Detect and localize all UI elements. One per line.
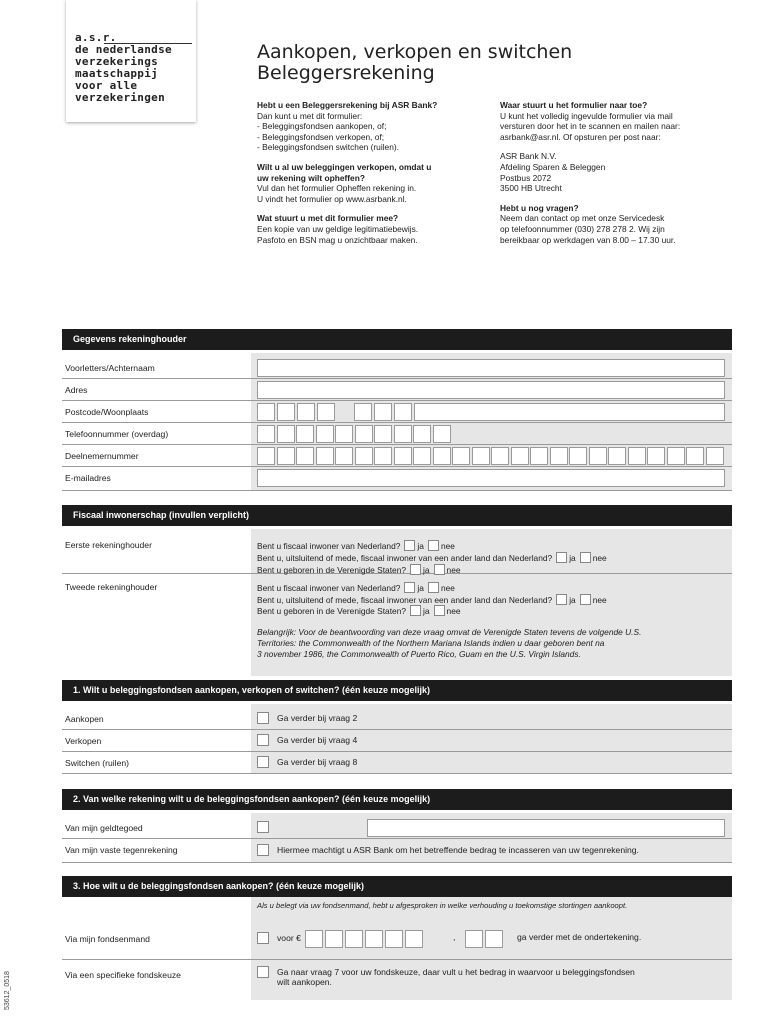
option-text-continued: wilt aankopen. bbox=[277, 977, 332, 987]
postcode-digit[interactable] bbox=[297, 403, 315, 421]
option-balance[interactable] bbox=[257, 821, 277, 833]
phone-digit[interactable] bbox=[335, 425, 353, 443]
checkbox[interactable] bbox=[257, 712, 269, 724]
intro-text: - Beleggingsfondsen verkopen, of; bbox=[257, 131, 385, 142]
field-label: E-mailadres bbox=[65, 473, 111, 483]
option-text: Ga verder bij vraag 4 bbox=[277, 735, 358, 745]
address-line: ASR Bank N.V. bbox=[500, 151, 557, 162]
checkbox-no[interactable] bbox=[434, 564, 445, 575]
address-field[interactable] bbox=[257, 381, 725, 399]
option-label: Van mijn vaste tegenrekening bbox=[65, 845, 178, 855]
checkbox-no[interactable] bbox=[580, 594, 591, 605]
option-label: Aankopen bbox=[65, 714, 104, 724]
participant-digit[interactable] bbox=[394, 447, 412, 465]
q1-row-sell bbox=[62, 730, 732, 752]
checkbox[interactable] bbox=[257, 821, 269, 833]
participant-digit[interactable] bbox=[589, 447, 607, 465]
address-line: 3500 HB Utrecht bbox=[500, 183, 562, 194]
intro-heading: Hebt u een Beleggersrekening bij ASR Bank? bbox=[257, 100, 438, 110]
yes-label: ja bbox=[417, 541, 424, 551]
house-number-field[interactable] bbox=[394, 403, 412, 421]
section-header-q2: 2. Van welke rekening wilt u de beleggingsfondsen aankopen? (één keuze mogelijk) bbox=[62, 789, 732, 810]
checkbox[interactable] bbox=[257, 734, 269, 746]
intro-left bbox=[257, 100, 492, 245]
checkbox-no[interactable] bbox=[580, 552, 591, 563]
participant-digit[interactable] bbox=[413, 447, 431, 465]
intro-text: Vul dan het formulier Opheffen rekening in. bbox=[257, 183, 417, 194]
intro-text: op telefoonnummer (030) 278 278 2. Wij zijn bbox=[500, 223, 665, 234]
q3-row-specific bbox=[62, 960, 732, 1000]
logo-line: verzekerings bbox=[75, 55, 159, 68]
logo-line: de nederlandse bbox=[75, 43, 172, 56]
participant-digit[interactable] bbox=[433, 447, 451, 465]
intro-right bbox=[500, 100, 740, 245]
no-label: nee bbox=[440, 541, 455, 551]
q2-row-balance bbox=[62, 817, 732, 839]
amount-digit[interactable] bbox=[345, 930, 363, 948]
intro-text: U kunt het volledig ingevulde formulier via mail bbox=[500, 110, 673, 121]
option-switch[interactable] bbox=[257, 756, 357, 768]
checkbox-yes[interactable] bbox=[404, 540, 415, 551]
checkbox-yes[interactable] bbox=[404, 582, 415, 593]
tax-question-nl bbox=[257, 582, 455, 594]
section-header-q3: 3. Hoe wilt u de beleggingsfondsen aankopen? (één keuze mogelijk) bbox=[62, 876, 732, 897]
amount-digit[interactable] bbox=[465, 930, 483, 948]
city-field[interactable] bbox=[414, 403, 725, 421]
intro-text: Pasfoto en BSN mag u onzichtbaar maken. bbox=[257, 234, 418, 245]
participant-digit[interactable] bbox=[374, 447, 392, 465]
amount-digit[interactable] bbox=[485, 930, 503, 948]
amount-digit[interactable] bbox=[325, 930, 343, 948]
participant-digit[interactable] bbox=[491, 447, 509, 465]
no-label: nee bbox=[446, 606, 461, 616]
balance-field[interactable] bbox=[367, 819, 725, 837]
option-label: Switchen (ruilen) bbox=[65, 758, 129, 768]
intro-text: Neem dan contact op met onze Servicedesk bbox=[500, 213, 665, 224]
postcode-letter[interactable] bbox=[374, 403, 392, 421]
checkbox-yes[interactable] bbox=[410, 564, 421, 575]
intro-text: asrbank@asr.nl. Of opsturen per post naar: bbox=[500, 131, 661, 142]
intro-text: - Beleggingsfondsen aankopen, of; bbox=[257, 121, 387, 132]
no-label: nee bbox=[446, 565, 461, 575]
phone-digit[interactable] bbox=[296, 425, 314, 443]
note-line: Territories: the Commonwealth of the Northern Mariana Islands indien u daar geboren bent na bbox=[257, 638, 605, 648]
yes-label: ja bbox=[569, 553, 576, 563]
intro-text: bereikbaar op werkdagen van 8.00 – 17.30 uur. bbox=[500, 234, 676, 245]
option-label: Via mijn fondsenmand bbox=[65, 934, 150, 944]
option-text: Ga verder bij vraag 2 bbox=[277, 713, 358, 723]
participant-digit[interactable] bbox=[647, 447, 665, 465]
participant-digit[interactable] bbox=[686, 447, 704, 465]
note-line: 3 november 1986, the Commonwealth of Puerto Rico, Guam en the U.S. Virgin Islands. bbox=[257, 649, 581, 659]
question-text: Bent u, uitsluitend of mede, fiscaal inwoner van een ander land dan Nederland? bbox=[257, 553, 553, 563]
form-row-email bbox=[62, 467, 732, 491]
intro-text: U vindt het formulier op www.asrbank.nl. bbox=[257, 193, 407, 204]
phone-digit[interactable] bbox=[316, 425, 334, 443]
no-label: nee bbox=[440, 583, 455, 593]
q3-row-basket bbox=[62, 920, 732, 960]
intro-text: Dan kunt u met dit formulier: bbox=[257, 110, 363, 121]
field-label: Adres bbox=[65, 385, 88, 395]
checkbox-yes[interactable] bbox=[556, 594, 567, 605]
phone-digit[interactable] bbox=[413, 425, 431, 443]
form-row-postcode bbox=[62, 401, 732, 423]
logo-line: maatschappij bbox=[75, 67, 159, 80]
option-text: Ga verder bij vraag 8 bbox=[277, 757, 358, 767]
decimal-comma: , bbox=[453, 932, 456, 942]
yes-label: ja bbox=[569, 595, 576, 605]
yes-label: ja bbox=[417, 583, 424, 593]
section-header-q1: 1. Wilt u beleggingsfondsen aankopen, verkopen of switchen? (één keuze mogelijk) bbox=[62, 680, 732, 701]
phone-digit[interactable] bbox=[277, 425, 295, 443]
field-label: Deelnemernummer bbox=[65, 451, 139, 461]
checkbox[interactable] bbox=[257, 844, 269, 856]
option-buy[interactable] bbox=[257, 712, 357, 724]
logo-rule bbox=[104, 43, 192, 44]
question-text: Bent u fiscaal inwoner van Nederland? bbox=[257, 583, 401, 593]
form-row-name bbox=[62, 357, 732, 379]
title-line-1: Aankopen, verkopen en switchen bbox=[257, 41, 573, 63]
postcode-digit[interactable] bbox=[277, 403, 295, 421]
participant-digit[interactable] bbox=[296, 447, 314, 465]
phone-digit[interactable] bbox=[394, 425, 412, 443]
form-code: 53612_0518 bbox=[4, 971, 11, 1010]
checkbox[interactable] bbox=[257, 756, 269, 768]
intro-heading: Waar stuurt u het formulier naar toe? bbox=[500, 100, 648, 110]
postcode-digit[interactable] bbox=[257, 403, 275, 421]
asr-logo bbox=[66, 0, 196, 122]
participant-digit[interactable] bbox=[511, 447, 529, 465]
address-line: Afdeling Sparen & Beleggen bbox=[500, 161, 606, 172]
holder-label: Tweede rekeninghouder bbox=[65, 582, 158, 592]
amount-prefix: voor € bbox=[277, 933, 301, 943]
amount-digit[interactable] bbox=[365, 930, 383, 948]
amount-digit[interactable] bbox=[385, 930, 403, 948]
amount-digit[interactable] bbox=[305, 930, 323, 948]
section-header-account: Gegevens rekeninghouder bbox=[62, 329, 732, 350]
yes-label: ja bbox=[423, 606, 430, 616]
logo-line: voor alle bbox=[75, 79, 138, 92]
intro-heading: uw rekening wilt opheffen? bbox=[257, 172, 365, 183]
participant-digit[interactable] bbox=[667, 447, 685, 465]
intro-heading: Hebt u nog vragen? bbox=[500, 202, 579, 213]
email-field[interactable] bbox=[257, 469, 725, 487]
checkbox-no[interactable] bbox=[428, 582, 439, 593]
checkbox-no[interactable] bbox=[434, 605, 445, 616]
participant-digit[interactable] bbox=[628, 447, 646, 465]
basket-continue-text: ga verder met de ondertekening. bbox=[517, 932, 642, 942]
yes-label: ja bbox=[423, 565, 430, 575]
question-text: Bent u geboren in de Verenigde Staten? bbox=[257, 606, 407, 616]
participant-digit[interactable] bbox=[316, 447, 334, 465]
amount-digit[interactable] bbox=[405, 930, 423, 948]
participant-digit[interactable] bbox=[355, 447, 373, 465]
option-text: Ga naar vraag 7 voor uw fondskeuze, daar vult u het bedrag in waarvoor u beleggingsfondsen bbox=[277, 967, 635, 977]
participant-digit[interactable] bbox=[569, 447, 587, 465]
address-line: Postbus 2072 bbox=[500, 172, 552, 183]
question-text: Bent u fiscaal inwoner van Nederland? bbox=[257, 541, 401, 551]
participant-digit[interactable] bbox=[472, 447, 490, 465]
q1-row-switch bbox=[62, 752, 732, 774]
tax-question-other bbox=[257, 552, 607, 564]
participant-digit[interactable] bbox=[257, 447, 275, 465]
form-row-phone bbox=[62, 423, 732, 445]
checkbox-no[interactable] bbox=[428, 540, 439, 551]
tax-question-other bbox=[257, 594, 607, 606]
field-label: Postcode/Woonplaats bbox=[65, 407, 149, 417]
intro-text: - Beleggingsfondsen switchen (ruilen). bbox=[257, 142, 399, 153]
option-text: Hiermee machtigt u ASR Bank om het betreffende bedrag te incasseren van uw tegenrekening. bbox=[277, 845, 639, 855]
q2-row-counter-account bbox=[62, 839, 732, 863]
phone-digit[interactable] bbox=[433, 425, 451, 443]
participant-digit[interactable] bbox=[452, 447, 470, 465]
q1-row-buy bbox=[62, 708, 732, 730]
field-label: Voorletters/Achternaam bbox=[65, 363, 155, 373]
holder-label: Eerste rekeninghouder bbox=[65, 540, 152, 550]
us-territories-note bbox=[257, 627, 727, 660]
participant-digit[interactable] bbox=[335, 447, 353, 465]
option-label: Van mijn geldtegoed bbox=[65, 823, 143, 833]
participant-digit[interactable] bbox=[706, 447, 724, 465]
note-line: Belangrijk: Voor de beantwoording van deze vraag omvat de Verenigde Staten tevens de volgende U.S. bbox=[257, 627, 642, 637]
intro-text: versturen door het in te scannen en mailen naar: bbox=[500, 121, 681, 132]
option-sell[interactable] bbox=[257, 734, 357, 746]
section-header-tax: Fiscaal inwonerschap (invullen verplicht) bbox=[62, 505, 732, 526]
title-line-2: Beleggersrekening bbox=[257, 62, 435, 84]
phone-digit[interactable] bbox=[355, 425, 373, 443]
checkbox-yes[interactable] bbox=[556, 552, 567, 563]
participant-digit[interactable] bbox=[277, 447, 295, 465]
checkbox-yes[interactable] bbox=[410, 605, 421, 616]
intro-text: Een kopie van uw geldige legitimatiebewijs. bbox=[257, 223, 419, 234]
option-counter-account[interactable] bbox=[257, 844, 639, 856]
field-label: Telefoonnummer (overdag) bbox=[65, 429, 169, 439]
page-title bbox=[257, 42, 572, 84]
form-row-address bbox=[62, 379, 732, 401]
question-text: Bent u geboren in de Verenigde Staten? bbox=[257, 565, 407, 575]
logo-line: a.s.r. bbox=[75, 31, 117, 44]
checkbox[interactable] bbox=[257, 966, 269, 978]
checkbox[interactable] bbox=[257, 932, 269, 944]
tax-question-nl bbox=[257, 540, 455, 552]
name-field[interactable] bbox=[257, 359, 725, 377]
tax-question-us bbox=[257, 564, 461, 576]
q3-note: Als u belegt via uw fondsenmand, hebt u afgesproken in welke verhouding u toekomstige stortingen aankoopt. bbox=[257, 901, 628, 910]
phone-digit[interactable] bbox=[257, 425, 275, 443]
postcode-letter[interactable] bbox=[354, 403, 372, 421]
option-label: Verkopen bbox=[65, 736, 102, 746]
intro-heading: Wat stuurt u met dit formulier mee? bbox=[257, 213, 399, 224]
no-label: nee bbox=[592, 595, 607, 605]
no-label: nee bbox=[592, 553, 607, 563]
logo-line: verzekeringen bbox=[75, 91, 165, 104]
participant-digit[interactable] bbox=[608, 447, 626, 465]
participant-digit[interactable] bbox=[530, 447, 548, 465]
option-basket[interactable] bbox=[257, 932, 301, 944]
question-text: Bent u, uitsluitend of mede, fiscaal inwoner van een ander land dan Nederland? bbox=[257, 595, 553, 605]
option-label: Via een specifieke fondskeuze bbox=[65, 970, 181, 980]
form-row-participant-number bbox=[62, 445, 732, 467]
intro-heading: Wilt u al uw beleggingen verkopen, omdat u bbox=[257, 161, 432, 172]
postcode-digit[interactable] bbox=[317, 403, 335, 421]
tax-question-us bbox=[257, 605, 461, 617]
phone-digit[interactable] bbox=[374, 425, 392, 443]
participant-digit[interactable] bbox=[550, 447, 568, 465]
